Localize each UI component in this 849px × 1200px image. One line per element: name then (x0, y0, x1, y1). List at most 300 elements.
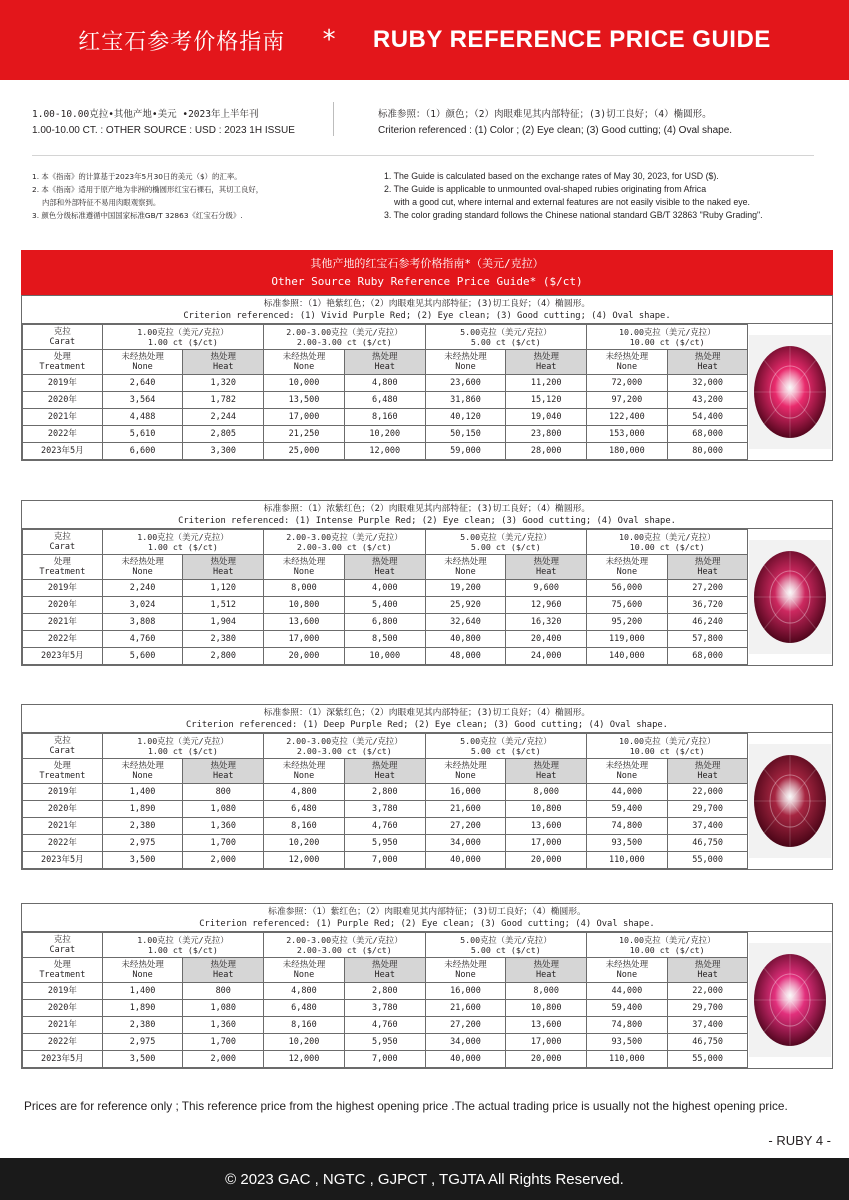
treatment-heat-header (344, 958, 425, 983)
price-cell: 13,500 (264, 392, 345, 409)
note-en-2: 2. The Guide is applicable to unmounted oval-shaped rubies originating from Africa (384, 184, 707, 194)
treatment-heat-cn: 热处理 (210, 761, 236, 771)
carat-size-cn: 2.00-3.00克拉（美元/克拉） (286, 327, 403, 337)
block-criterion (22, 904, 832, 932)
price-cell: 1,360 (183, 818, 264, 835)
ruby-gem-icon (751, 751, 829, 851)
price-cell: 2,244 (183, 409, 264, 426)
price-table (22, 932, 832, 1068)
price-guide-header-cn: 其他产地的红宝石参考价格指南*（美元/克拉） (310, 257, 544, 270)
price-cell: 2,975 (102, 1034, 183, 1051)
treatment-row (23, 958, 833, 983)
price-cell: 16,000 (425, 784, 506, 801)
price-cell: 27,200 (425, 818, 506, 835)
treatment-heat-en: Heat (213, 771, 234, 781)
note-en-3: 3. The color grading standard follows the Chinese national standard GB/T 32863 "Ruby Grading". (384, 210, 763, 220)
treatment-none-en: None (132, 970, 153, 980)
price-cell: 1,890 (102, 1000, 183, 1017)
price-cell: 2,800 (344, 983, 425, 1000)
treatment-none-header (264, 759, 345, 784)
treatment-heat-header (667, 350, 748, 375)
carat-size-header (425, 530, 586, 555)
table-row (23, 818, 833, 835)
note-cn-2: 2. 本《指南》适用于原产地为非洲的椭圆形红宝石裸石，其切工良好， (32, 185, 264, 194)
price-cell: 3,808 (102, 614, 183, 631)
price-cell: 8,000 (506, 784, 587, 801)
price-cell: 5,950 (344, 1034, 425, 1051)
price-cell: 110,000 (587, 852, 668, 869)
price-cell: 13,600 (264, 614, 345, 631)
year-cell: 2019年 (23, 784, 103, 801)
price-cell: 27,200 (667, 580, 748, 597)
year-cell: 2023年5月 (23, 1051, 103, 1068)
price-cell: 140,000 (587, 648, 668, 665)
title-cn: 红宝石参考价格指南 (78, 29, 286, 55)
price-cell: 46,750 (667, 835, 748, 852)
price-cell: 1,400 (102, 784, 183, 801)
price-cell: 23,600 (425, 375, 506, 392)
price-cell: 12,960 (506, 597, 587, 614)
year-cell: 2022年 (23, 631, 103, 648)
price-cell: 20,000 (506, 1051, 587, 1068)
treatment-none-cn: 未经热处理 (121, 960, 164, 970)
price-cell: 1,700 (183, 835, 264, 852)
treatment-heat-cn: 热处理 (372, 761, 398, 771)
carat-size-header (264, 734, 426, 759)
table-row (23, 426, 833, 443)
treatment-none-cn: 未经热处理 (282, 352, 326, 362)
carat-size-header (264, 325, 426, 350)
table-row (23, 1051, 833, 1068)
price-cell: 4,000 (344, 580, 425, 597)
price-cell: 13,600 (506, 1017, 587, 1034)
price-cell: 800 (183, 784, 264, 801)
note-en-2-cont: with a good cut, where internal and external features are not easily visible to the naked eye. (394, 197, 750, 207)
price-cell: 4,800 (344, 375, 425, 392)
price-cell: 10,200 (344, 426, 425, 443)
price-cell: 180,000 (587, 443, 668, 460)
carat-size-cn: 10.00克拉（美元/克拉） (619, 327, 716, 337)
carat-size-en: 5.00 ct ($/ct) (470, 746, 541, 756)
price-cell: 800 (183, 983, 264, 1000)
price-cell: 34,000 (425, 1034, 506, 1051)
price-cell: 36,720 (667, 597, 748, 614)
price-cell: 119,000 (587, 631, 668, 648)
carat-size-cn: 2.00-3.00克拉（美元/克拉） (286, 935, 403, 945)
treatment-heat-en: Heat (697, 970, 718, 980)
price-cell: 3,500 (102, 852, 183, 869)
criterion-cn: 标准参照：（1）颜色；（2）肉眼难见其内部特征；(3)切工良好；（4）椭圆形。 (378, 109, 712, 120)
table-row (23, 1000, 833, 1017)
treatment-none-en: None (132, 567, 153, 577)
treatment-heat-cn: 热处理 (694, 960, 721, 970)
price-cell: 19,200 (425, 580, 506, 597)
treatment-label-cn: 处理 (53, 352, 71, 362)
disclaimer: Prices are for reference only ; This reference price from the highest opening price .The actual trading price is usually not the highest opening price. (24, 1099, 788, 1113)
carat-size-cn: 1.00克拉（美元/克拉） (137, 532, 229, 542)
price-cell: 153,000 (587, 426, 668, 443)
treatment-heat-header (667, 759, 748, 784)
carat-size-header (102, 933, 263, 958)
treatment-none-header (425, 555, 506, 580)
notes-cn (32, 170, 362, 222)
carat-size-header (425, 325, 586, 350)
price-cell: 1,512 (183, 597, 264, 614)
block-criterion-en: Criterion referenced: (1) Intense Purple Red; (2) Eye clean; (3) Good cutting; (4) Oval shape. (178, 516, 676, 526)
treatment-none-header (264, 350, 345, 375)
carat-size-cn: 10.00克拉（美元/克拉） (619, 736, 716, 746)
carat-size-en: 2.00-3.00 ct ($/ct) (296, 746, 392, 756)
price-table (22, 324, 832, 460)
price-cell: 20,400 (506, 631, 587, 648)
price-cell: 44,000 (587, 784, 668, 801)
carat-label (23, 325, 103, 350)
treatment-none-header (587, 958, 668, 983)
treatment-none-en: None (616, 771, 638, 781)
price-cell: 6,800 (344, 614, 425, 631)
block-criterion (22, 501, 832, 529)
criterion-en: Criterion referenced : (1) Color ; (2) Eye clean; (3) Good cutting; (4) Oval shape. (378, 125, 733, 136)
price-cell: 20,000 (506, 852, 587, 869)
treatment-heat-header (506, 759, 587, 784)
price-cell: 6,600 (102, 443, 183, 460)
price-cell: 29,700 (667, 1000, 748, 1017)
treatment-heat-en: Heat (535, 970, 557, 980)
price-cell: 4,800 (264, 983, 345, 1000)
price-cell: 12,000 (264, 852, 345, 869)
price-cell: 16,320 (506, 614, 587, 631)
table-row (23, 443, 833, 460)
carat-size-header (587, 325, 748, 350)
year-cell: 2023年5月 (23, 443, 103, 460)
year-cell: 2023年5月 (23, 852, 103, 869)
treatment-heat-cn: 热处理 (372, 352, 398, 362)
price-cell: 16,000 (425, 983, 506, 1000)
treatment-row (23, 759, 833, 784)
price-cell: 80,000 (667, 443, 748, 460)
treatment-none-cn: 未经热处理 (605, 352, 649, 362)
price-cell: 3,024 (102, 597, 183, 614)
carat-size-en: 10.00 ct ($/ct) (629, 542, 705, 552)
info-divider (333, 102, 334, 136)
price-cell: 29,700 (667, 801, 748, 818)
price-cell: 5,600 (102, 648, 183, 665)
block-criterion-en: Criterion referenced: (1) Purple Red; (2) Eye clean; (3) Good cutting; (4) Oval shape. (199, 919, 655, 929)
price-cell: 13,600 (506, 818, 587, 835)
treatment-heat-cn: 热处理 (533, 352, 559, 362)
treatment-heat-cn: 热处理 (694, 761, 721, 771)
table-row (23, 648, 833, 665)
table-row (23, 852, 833, 869)
year-cell: 2022年 (23, 1034, 103, 1051)
note-cn-1: 1. 本《指南》的计算基于2023年5月30日的美元（$）的汇率。 (32, 172, 242, 181)
treatment-none-cn: 未经热处理 (282, 557, 326, 567)
treatment-heat-header (667, 958, 748, 983)
table-row (23, 392, 833, 409)
price-cell: 10,800 (506, 1000, 587, 1017)
gem-image-cell (748, 530, 832, 665)
carat-size-en: 10.00 ct ($/ct) (629, 337, 705, 347)
gem-image (749, 335, 831, 449)
price-guide-header (21, 250, 833, 295)
price-cell: 2,000 (183, 852, 264, 869)
price-cell: 10,000 (344, 648, 425, 665)
carat-label-cn: 克拉 (53, 532, 71, 542)
price-cell: 32,640 (425, 614, 506, 631)
price-cell: 2,800 (183, 648, 264, 665)
carat-size-header (425, 734, 586, 759)
treatment-none-cn: 未经热处理 (605, 761, 649, 771)
price-cell: 2,380 (102, 1017, 183, 1034)
year-cell: 2021年 (23, 614, 103, 631)
carat-size-cn: 5.00克拉（美元/克拉） (460, 327, 552, 337)
treatment-heat-header (344, 555, 425, 580)
table-row (23, 631, 833, 648)
carat-row (23, 325, 833, 350)
table-row (23, 409, 833, 426)
treatment-label-en: Treatment (39, 970, 86, 980)
price-cell: 27,200 (425, 1017, 506, 1034)
carat-label-cn: 克拉 (53, 736, 71, 746)
year-cell: 2021年 (23, 818, 103, 835)
price-cell: 25,000 (264, 443, 345, 460)
treatment-heat-en: Heat (697, 362, 718, 372)
treatment-none-en: None (293, 771, 315, 781)
price-cell: 55,000 (667, 1051, 748, 1068)
year-cell: 2021年 (23, 409, 103, 426)
treatment-heat-en: Heat (213, 970, 234, 980)
carat-size-cn: 2.00-3.00克拉（美元/克拉） (286, 736, 403, 746)
carat-size-en: 5.00 ct ($/ct) (470, 945, 541, 955)
treatment-none-en: None (455, 567, 476, 577)
treatment-heat-cn: 热处理 (210, 352, 236, 362)
treatment-none-en: None (616, 970, 638, 980)
issue-scope-cn: 1.00-10.00克拉•其他产地•美元 •2023年上半年刊 (32, 109, 259, 120)
price-cell: 68,000 (667, 426, 748, 443)
price-cell: 17,000 (506, 835, 587, 852)
carat-size-cn: 1.00克拉（美元/克拉） (137, 327, 229, 337)
price-cell: 5,610 (102, 426, 183, 443)
carat-size-cn: 5.00克拉（美元/克拉） (460, 736, 552, 746)
treatment-heat-header (183, 958, 264, 983)
treatment-heat-en: Heat (697, 771, 718, 781)
treatment-none-header (102, 350, 183, 375)
price-cell: 55,000 (667, 852, 748, 869)
price-cell: 1,700 (183, 1034, 264, 1051)
title-separator: * (321, 25, 337, 55)
price-cell: 32,000 (667, 375, 748, 392)
price-cell: 5,950 (344, 835, 425, 852)
treatment-heat-en: Heat (535, 362, 557, 372)
table-row (23, 614, 833, 631)
carat-size-cn: 10.00克拉（美元/克拉） (619, 532, 716, 542)
price-cell: 1,400 (102, 983, 183, 1000)
treatment-none-header (425, 759, 506, 784)
carat-label-cn: 克拉 (53, 935, 71, 945)
gem-image-cell (748, 933, 832, 1068)
price-cell: 1,782 (183, 392, 264, 409)
gem-image-cell (748, 325, 832, 460)
table-row (23, 784, 833, 801)
block-criterion-cn: 标准参照：（1）深紫红色；（2）肉眼难见其内部特征；(3)切工良好；（4）椭圆形。 (263, 708, 591, 718)
carat-size-header (102, 325, 263, 350)
year-cell: 2020年 (23, 1000, 103, 1017)
price-cell: 20,000 (264, 648, 345, 665)
carat-size-cn: 1.00克拉（美元/克拉） (137, 935, 229, 945)
carat-label (23, 530, 103, 555)
price-cell: 15,120 (506, 392, 587, 409)
carat-size-header (587, 734, 748, 759)
price-cell: 8,160 (264, 818, 345, 835)
treatment-none-cn: 未经热处理 (121, 557, 164, 567)
price-cell: 93,500 (587, 835, 668, 852)
price-cell: 3,780 (344, 801, 425, 818)
treatment-none-en: None (616, 567, 638, 577)
carat-label-en: Carat (49, 746, 76, 756)
price-cell: 10,000 (264, 375, 345, 392)
year-cell: 2023年5月 (23, 648, 103, 665)
treatment-none-cn: 未经热处理 (605, 557, 649, 567)
treatment-heat-en: Heat (535, 567, 557, 577)
price-cell: 50,150 (425, 426, 506, 443)
treatment-heat-en: Heat (374, 771, 396, 781)
block-criterion-cn: 标准参照：（1）艳紫红色；（2）肉眼难见其内部特征；(3)切工良好；（4）椭圆形。 (263, 299, 591, 309)
treatment-heat-cn: 热处理 (533, 960, 559, 970)
treatment-label-en: Treatment (39, 362, 86, 372)
price-cell: 6,480 (344, 392, 425, 409)
treatment-none-cn: 未经热处理 (121, 352, 164, 362)
carat-row (23, 734, 833, 759)
treatment-heat-en: Heat (374, 567, 396, 577)
treatment-heat-en: Heat (374, 362, 396, 372)
treatment-heat-header (344, 350, 425, 375)
treatment-heat-cn: 热处理 (210, 960, 236, 970)
price-cell: 3,780 (344, 1000, 425, 1017)
carat-size-cn: 10.00克拉（美元/克拉） (619, 935, 716, 945)
criterion-info (378, 107, 838, 139)
treatment-heat-cn: 热处理 (372, 557, 398, 567)
carat-size-header (102, 734, 263, 759)
price-cell: 57,800 (667, 631, 748, 648)
carat-size-header (425, 933, 586, 958)
carat-size-en: 10.00 ct ($/ct) (629, 945, 705, 955)
price-cell: 46,240 (667, 614, 748, 631)
price-cell: 40,120 (425, 409, 506, 426)
treatment-none-en: None (455, 970, 476, 980)
price-cell: 17,000 (264, 631, 345, 648)
price-cell: 31,860 (425, 392, 506, 409)
price-cell: 2,380 (102, 818, 183, 835)
block-criterion (22, 296, 832, 324)
carat-size-en: 2.00-3.00 ct ($/ct) (296, 542, 392, 552)
price-cell: 12,000 (264, 1051, 345, 1068)
carat-size-en: 2.00-3.00 ct ($/ct) (296, 337, 392, 347)
price-cell: 2,640 (102, 375, 183, 392)
year-cell: 2019年 (23, 375, 103, 392)
carat-size-header (587, 530, 748, 555)
gem-image (749, 943, 831, 1057)
treatment-none-en: None (293, 970, 315, 980)
carat-size-en: 2.00-3.00 ct ($/ct) (296, 945, 392, 955)
treatment-heat-en: Heat (374, 970, 396, 980)
gem-image-cell (748, 734, 832, 869)
issue-info (32, 107, 332, 139)
price-cell: 6,480 (264, 1000, 345, 1017)
carat-label (23, 933, 103, 958)
price-cell: 59,000 (425, 443, 506, 460)
carat-size-en: 1.00 ct ($/ct) (147, 542, 218, 552)
price-cell: 34,000 (425, 835, 506, 852)
carat-size-header (264, 530, 426, 555)
table-row (23, 1017, 833, 1034)
price-cell: 2,805 (183, 426, 264, 443)
treatment-none-header (264, 958, 345, 983)
treatment-none-en: None (132, 362, 153, 372)
treatment-label (23, 555, 103, 580)
table-row (23, 801, 833, 818)
ruby-gem-icon (751, 547, 829, 647)
price-cell: 2,380 (183, 631, 264, 648)
treatment-heat-header (183, 350, 264, 375)
treatment-none-cn: 未经热处理 (444, 761, 487, 771)
treatment-none-en: None (455, 362, 476, 372)
price-cell: 2,800 (344, 784, 425, 801)
price-cell: 17,000 (264, 409, 345, 426)
carat-size-cn: 2.00-3.00克拉（美元/克拉） (286, 532, 403, 542)
price-cell: 54,400 (667, 409, 748, 426)
treatment-none-header (587, 759, 668, 784)
price-cell: 21,600 (425, 801, 506, 818)
price-cell: 40,000 (425, 852, 506, 869)
year-cell: 2020年 (23, 597, 103, 614)
issue-scope-en: 1.00-10.00 CT. : OTHER SOURCE : USD : 2023 1H ISSUE (32, 125, 295, 136)
treatment-heat-cn: 热处理 (533, 557, 559, 567)
carat-size-header (264, 933, 426, 958)
block-criterion-en: Criterion referenced: (1) Vivid Purple Red; (2) Eye clean; (3) Good cutting; (4) Oval shape. (183, 311, 671, 321)
title-en: RUBY REFERENCE PRICE GUIDE (372, 26, 771, 53)
gem-image (749, 744, 831, 858)
carat-size-header (587, 933, 748, 958)
note-en-1: 1. The Guide is calculated based on the exchange rates of May 30, 2023, for USD ($). (384, 171, 719, 181)
price-cell: 56,000 (587, 580, 668, 597)
price-cell: 10,800 (264, 597, 345, 614)
price-cell: 7,000 (344, 852, 425, 869)
carat-label-cn: 克拉 (53, 327, 71, 337)
carat-size-cn: 1.00克拉（美元/克拉） (137, 736, 229, 746)
treatment-none-header (425, 958, 506, 983)
price-cell: 24,000 (506, 648, 587, 665)
treatment-heat-en: Heat (213, 362, 234, 372)
price-cell: 37,400 (667, 1017, 748, 1034)
carat-size-en: 1.00 ct ($/ct) (147, 337, 218, 347)
treatment-none-en: None (132, 771, 153, 781)
treatment-none-cn: 未经热处理 (444, 960, 487, 970)
treatment-label-cn: 处理 (53, 960, 71, 970)
treatment-none-header (587, 555, 668, 580)
price-cell: 19,040 (506, 409, 587, 426)
price-cell: 2,975 (102, 835, 183, 852)
price-cell: 10,200 (264, 1034, 345, 1051)
section-divider (32, 155, 814, 156)
treatment-heat-header (344, 759, 425, 784)
treatment-heat-en: Heat (697, 567, 718, 577)
price-table-block (21, 500, 833, 666)
price-cell: 21,250 (264, 426, 345, 443)
price-cell: 75,600 (587, 597, 668, 614)
gem-image (749, 540, 831, 654)
price-table-block (21, 704, 833, 870)
year-cell: 2022年 (23, 426, 103, 443)
